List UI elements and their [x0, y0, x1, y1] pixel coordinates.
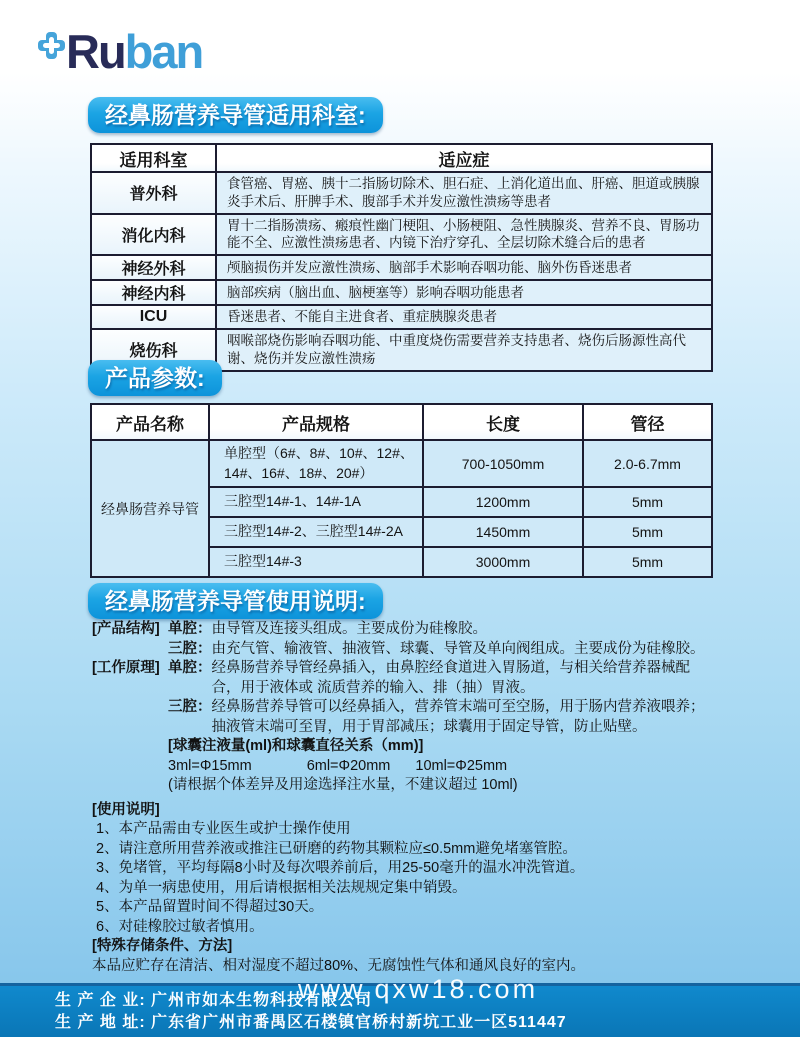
- section-title-text: 产品参数:: [105, 365, 205, 391]
- column-header-dept: 适用科室: [91, 144, 216, 172]
- single-lumen-key: 单腔：: [168, 660, 212, 676]
- instruction-text: 5、本产品留置时间不得超过30天。: [96, 899, 324, 915]
- balloon-value: 3ml=Φ15mm: [168, 757, 252, 774]
- spec-cell: 三腔型14#-3: [209, 547, 423, 577]
- balloon-values-line: [92, 757, 716, 777]
- balloon-value: 6ml=Φ20mm: [306, 757, 391, 774]
- watermark: www.qxw18.com: [298, 974, 539, 1004]
- column-header-name: 产品名称: [91, 404, 209, 440]
- instructions-label: [使用说明]: [92, 801, 160, 818]
- spec-cell: 三腔型14#-1、14#-1A: [209, 487, 423, 517]
- instruction-text: 6、对硅橡胶过敏者慎用。: [96, 918, 264, 935]
- instruction-item: [92, 898, 716, 918]
- address-line: [55, 1012, 800, 1034]
- storage-label-line: [92, 937, 716, 957]
- section-title-departments: [88, 97, 383, 133]
- structure-single-line: [92, 620, 716, 640]
- indications-cell: 食管癌、胃癌、胰十二指肠切除术、胆石症、上消化道出血、肝癌、胆道或胰腺炎手术后、肝脾手术、腹部手术并发应激性溃疡等患者: [216, 172, 712, 214]
- indications-cell: 颅脑损伤并发应激性溃疡、脑部手术影响吞咽功能、脑外伤昏迷患者: [216, 255, 712, 280]
- instruction-text: 4、为单一病患使用，用后请根据相关法规规定集中销毁。: [96, 879, 467, 896]
- triple-lumen-text: 由充气管、输液管、抽液管、球囊、导管及单向阀组成。主要成份为硅橡胶。: [211, 640, 705, 657]
- instruction-item: [92, 918, 716, 938]
- single-lumen-text: 由导管及连接头组成。主要成份为硅橡胶。: [211, 621, 487, 637]
- balloon-value: 10ml=Φ25mm: [415, 757, 508, 774]
- usage-instructions: [92, 620, 716, 976]
- balloon-title-line: [92, 737, 716, 757]
- table-header-row: [91, 404, 712, 440]
- diameter-cell: 2.0-6.7mm: [583, 440, 712, 487]
- dept-cell: 神经内科: [91, 280, 216, 305]
- table-row: [91, 214, 712, 256]
- length-cell: 3000mm: [423, 547, 583, 577]
- departments-table: [90, 143, 713, 372]
- balloon-note-line: [92, 776, 716, 796]
- table-row: [91, 280, 712, 305]
- table-row: [91, 440, 712, 487]
- instruction-item: [92, 859, 716, 879]
- product-name-cell: 经鼻肠营养导管: [91, 440, 209, 577]
- table-row: [91, 255, 712, 280]
- dept-cell: 神经外科: [91, 255, 216, 280]
- brand-name: [66, 25, 203, 78]
- table-row: [91, 172, 712, 214]
- triple-lumen-key: 三腔：: [168, 699, 212, 715]
- indications-cell: 胃十二指肠溃疡、瘢痕性幽门梗阻、小肠梗阻、急性胰腺炎、营养不良、胃肠功能不全、应激性溃疡患者、内镜下治疗穿孔、全层切除术缝合后的患者: [216, 214, 712, 256]
- address-label: 生 产 地 址:: [55, 1014, 152, 1031]
- single-lumen-key: 单腔：: [168, 621, 212, 637]
- structure-triple-line: [92, 640, 716, 660]
- section-title-text: 经鼻肠营养导管适用科室:: [105, 102, 366, 128]
- column-header-spec: 产品规格: [209, 404, 423, 440]
- section-title-usage: [88, 583, 383, 619]
- storage-label: [特殊存储条件、方法]: [92, 938, 233, 954]
- structure-label: [产品结构]: [92, 621, 160, 637]
- table-header-row: [91, 144, 712, 172]
- instruction-text: 1、本产品需由专业医生或护士操作使用: [96, 821, 351, 837]
- instruction-text: 3、免堵管，平均每隔8小时及每次喂养前后，用25-50毫升的温水冲洗管道。: [96, 860, 585, 876]
- indications-cell: 脑部疾病（脑出血、脑梗塞等）影响吞咽功能患者: [216, 280, 712, 305]
- address-value: 广东省广州市番禺区石楼镇官桥村新坑工业一区511447: [151, 1014, 567, 1031]
- dept-cell: ICU: [91, 305, 216, 329]
- triple-lumen-key: 三腔：: [168, 640, 212, 657]
- instruction-item: [92, 840, 716, 860]
- medical-cross-icon: [38, 32, 65, 59]
- section-title-parameters: [88, 360, 222, 396]
- manufacturer-name: 广州市如本生物科技有限公司: [151, 992, 373, 1009]
- section-title-text: 经鼻肠营养导管使用说明:: [105, 588, 366, 614]
- instruction-item: [92, 879, 716, 899]
- indications-cell: 咽喉部烧伤影响吞咽功能、中重度烧伤需要营养支持患者、烧伤后肠源性高代谢、烧伤并发应激性溃疡: [216, 329, 712, 371]
- instructions-label-line: [92, 801, 716, 821]
- diameter-cell: 5mm: [583, 547, 712, 577]
- table-row: [91, 305, 712, 329]
- diameter-cell: 5mm: [583, 517, 712, 547]
- specs-table: [90, 403, 713, 578]
- cross-bar: [49, 37, 54, 54]
- triple-lumen-text: 经鼻肠营养导管可以经鼻插入，营养管末端可至空肠，用于肠内营养液喂养；抽液管末端可至胃，用于胃部减压；球囊用于固定导管，防止贴壁。: [211, 699, 705, 735]
- dept-cell: 烧伤科: [91, 329, 216, 371]
- column-header-length: 长度: [423, 404, 583, 440]
- principle-single-line: [92, 659, 716, 698]
- indications-cell: 昏迷患者、不能自主进食者、重症胰腺炎患者: [216, 305, 712, 329]
- brand-name-light: ban: [124, 25, 203, 78]
- brand-logo: [38, 25, 203, 78]
- storage-text: 本品应贮存在清洁、相对湿度不超过80%、无腐蚀性气体和通风良好的室内。: [92, 957, 586, 974]
- balloon-title: [球囊注液量(ml)和球囊直径关系（mm)]: [168, 738, 424, 754]
- length-cell: 1200mm: [423, 487, 583, 517]
- spec-cell: 三腔型14#-2、三腔型14#-2A: [209, 517, 423, 547]
- column-header-diameter: 管径: [583, 404, 712, 440]
- instruction-text: 2、请注意所用营养液或推注已研磨的药物其颗粒应≤0.5mm避免堵塞管腔。: [96, 840, 577, 857]
- diameter-cell: 5mm: [583, 487, 712, 517]
- instruction-item: [92, 820, 716, 840]
- column-header-indications: 适应症: [216, 144, 712, 172]
- principle-triple-line: [92, 698, 716, 737]
- principle-label: [工作原理]: [92, 660, 160, 676]
- dept-cell: 消化内科: [91, 214, 216, 256]
- length-cell: 1450mm: [423, 517, 583, 547]
- length-cell: 700-1050mm: [423, 440, 583, 487]
- spec-cell: 单腔型（6#、8#、10#、12#、14#、16#、18#、20#）: [209, 440, 423, 487]
- brand-name-dark: Ru: [66, 25, 125, 78]
- manufacturer-label: 生 产 企 业:: [55, 992, 152, 1009]
- balloon-note: (请根据个体差异及用途选择注水量，不建议超过 10ml): [168, 777, 518, 793]
- single-lumen-text: 经鼻肠营养导管经鼻插入，由鼻腔经食道进入胃肠道，与相关给营养器械配合，用于液体或 流质营养的输入、排（抽）胃液。: [211, 660, 690, 696]
- dept-cell: 普外科: [91, 172, 216, 214]
